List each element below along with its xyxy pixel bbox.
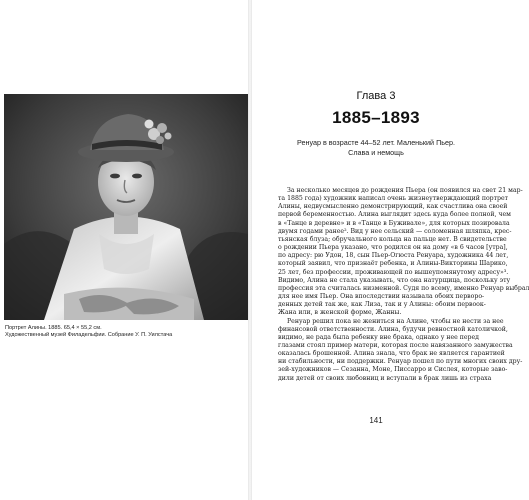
text-line: ни стабильности, ни поддержки. Ренуар пошел по пути многих своих дру-: [278, 358, 523, 366]
text-line: двумя годами ранее². Вид у нее сельский — соломенная шляпка, крес-: [278, 227, 512, 235]
text-line: первой беременностью. Алина выглядит здесь куда более полной, чем: [278, 211, 511, 219]
page-number: 141: [369, 416, 383, 425]
body-text: [278, 187, 529, 383]
text-line: тьянская блуза; обручального кольца на пальце нет. В свидетельстве: [278, 235, 507, 243]
portrait-painting: [4, 94, 248, 320]
chapter-subtitle: [252, 138, 500, 158]
paragraph: [278, 317, 523, 383]
caption-line-1: Портрет Алины. 1885. 65,4 × 55,2 см.: [5, 325, 102, 331]
subtitle-line: Слава и немощь: [348, 148, 404, 157]
chapter-years: 1885–1893: [332, 108, 420, 127]
text-line: Ренуар решил пока не жениться на Алине, чтобы не нести за нее: [287, 317, 504, 325]
text-line: дили детей от своих любовниц и вступали в брак лишь из страха: [278, 374, 492, 382]
text-line: финансовой ответственности. Алина, будучи ревностной католичкой,: [278, 325, 508, 333]
text-line: видимо, не рада была ребенку вне брака, однако у нее перед: [278, 333, 479, 341]
text-line: зей-художников — Сезанна, Моне, Писсарро и Сислея, которые заво-: [278, 366, 508, 374]
text-line: в «Танце в деревне» и в «Танце в Буживале», для которых позировала: [278, 219, 510, 227]
text-line: который заявил, что признаёт ребенка, и Алины-Викторины Шарико,: [278, 260, 508, 268]
text-line: по адресу: рю Удон, 18, сын Пьер-Огюста Ренуара, художника 44 лет,: [278, 252, 509, 260]
paragraph: [278, 187, 529, 318]
chapter-label: Глава 3: [356, 90, 396, 102]
text-line: Жана или, в женской форме, Жанны.: [278, 309, 402, 317]
text-line: Алины, недвусмысленно демонстрирующий, как счастлива она своей: [278, 203, 508, 211]
text-line: глазами стоял пример матери, которая после навязанного замужества: [278, 341, 513, 349]
text-line: За несколько месяцев до рождения Пьера (он появился на свет 21 мар-: [287, 187, 523, 194]
text-line: для нее имя Пьер. Она впоследствии называла обоих перворо-: [278, 293, 485, 301]
text-line: денных детей так же, как Лиза, так и у Алины: обоим первоок-: [278, 301, 486, 309]
painting-caption: [5, 325, 245, 340]
subtitle-line: Ренуар в возрасте 44–52 лет. Маленький Пьер.: [297, 138, 455, 147]
text-line: профессия эта считалась низменной. Судя по всему, именно Ренуар выбрал: [278, 284, 529, 292]
text-line: 25 лет, без профессии, проживающей по вышеупомянутому адресу»³.: [278, 268, 509, 276]
text-line: оказалась брошенной. Алина знала, что брак не является гарантией: [278, 350, 505, 358]
caption-line-2: Художественный музей Филадельфии. Собрание У. П. Уилстача: [5, 332, 173, 339]
text-line: Видимо, Алина не стала указывать, что она натурщица, поскольку эту: [278, 276, 511, 284]
text-line: о рождении Пьера указано, что родился он на дому «в 6 часов [утра],: [278, 244, 508, 252]
text-line: та 1885 года) художник написал очень жизнеутверждающий портрет: [278, 195, 509, 203]
